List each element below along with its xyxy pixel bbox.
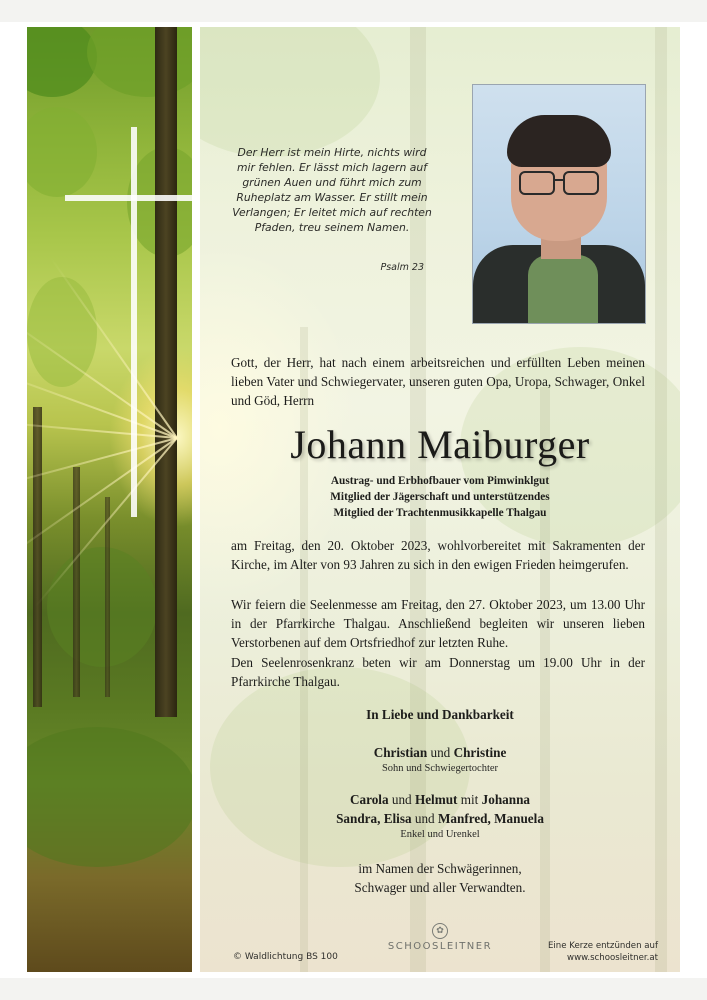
rosary-paragraph: Den Seelenrosenkranz beten wir am Donnerstag um 19.00 Uhr in der Pfarrkirche Thalgau. (231, 655, 645, 689)
logo-emblem-icon: ✿ (432, 923, 448, 939)
funeral-mass-paragraph: Wir feiern die Seelenmesse am Freitag, den 27. Oktober 2023, um 13.00 Uhr in der Pfarrkirche Thalgau. Anschließend begleiten wir unseren lieben Verstorbenen auf dem Ortsfriedhof zur letzten Ruhe. (231, 597, 645, 650)
psalm-line: mir fehlen. Er lässt mich lagern auf (236, 161, 428, 174)
psalm-quote (232, 145, 432, 235)
psalm-line: Verlangen; Er leitet mich auf rechten (232, 206, 432, 219)
candle-text: Eine Kerze entzünden auf (547, 941, 658, 951)
candle-link[interactable] (530, 940, 658, 964)
closing-line: Schwager und aller Verwandten. (354, 880, 526, 895)
psalm-reference: Psalm 23 (380, 262, 424, 273)
intro-text: Gott, der Herr, hat nach einem arbeitsreichen und erfüllten Leben meinen lieben Vater und Schwiegervater, unseren guten Opa, Uropa, Schwager, Onkel und Göd, Herrn (231, 355, 645, 408)
closing-line: im Namen der Schwägerinnen, (358, 861, 522, 876)
schoosleitner-logo (370, 923, 510, 952)
family-name: Sandra, Elisa (336, 811, 412, 826)
psalm-line: grünen Auen und führt mich zum (242, 176, 422, 189)
death-notice-paragraph: am Freitag, den 20. Oktober 2023, wohlvorbereitet mit Sakramenten der Kirche, im Alter von 93 Jahren zu sich in den ewigen Frieden heimgerufen. (231, 538, 645, 572)
family-group-children (200, 743, 680, 776)
family-name: Manfred, Manuela (437, 811, 544, 826)
family-relation: Enkel und Urenkel (400, 829, 480, 840)
thanks-line: In Liebe und Dankbarkeit (366, 707, 514, 722)
page-margin-bottom (0, 978, 707, 1000)
portrait-photo (472, 84, 646, 324)
image-credit: © Waldlichtung BS 100 (233, 952, 338, 962)
cross-icon (131, 127, 137, 517)
role-line: Austrag- und Erbhofbauer vom Pimwinklgut (330, 475, 550, 487)
deceased-roles (200, 473, 680, 521)
family-group-grandchildren (200, 790, 680, 842)
family-relation: Sohn und Schwiegertochter (381, 763, 499, 774)
deceased-name: Johann Maiburger (290, 422, 590, 467)
family-name: Johanna (481, 792, 531, 807)
closing-text (200, 859, 680, 897)
family-connector: und (430, 745, 451, 760)
forest-image (27, 27, 192, 972)
role-line: Mitglied der Trachtenmusikkapelle Thalgau (333, 507, 547, 519)
family-connector: mit (460, 792, 479, 807)
logo-text: SCHOOSLEITNER (387, 941, 493, 952)
family-connector: und (391, 792, 412, 807)
family-connector: und (414, 811, 435, 826)
psalm-line: Der Herr ist mein Hirte, nichts wird (237, 146, 427, 159)
psalm-line: Ruheplatz am Wasser. Er stillt mein (236, 191, 428, 204)
candle-url[interactable]: www.schoosleitner.at (567, 953, 658, 963)
role-line: Mitglied der Jägerschaft und unterstützendes (330, 491, 550, 503)
content-panel (200, 27, 680, 972)
family-name: Christian (373, 745, 428, 760)
cross-beam (65, 195, 192, 201)
family-name: Carola (349, 792, 389, 807)
psalm-line: Pfaden, treu seinem Namen. (254, 221, 410, 234)
family-name: Christine (453, 745, 507, 760)
family-name: Helmut (414, 792, 458, 807)
page-margin-top (0, 0, 707, 22)
